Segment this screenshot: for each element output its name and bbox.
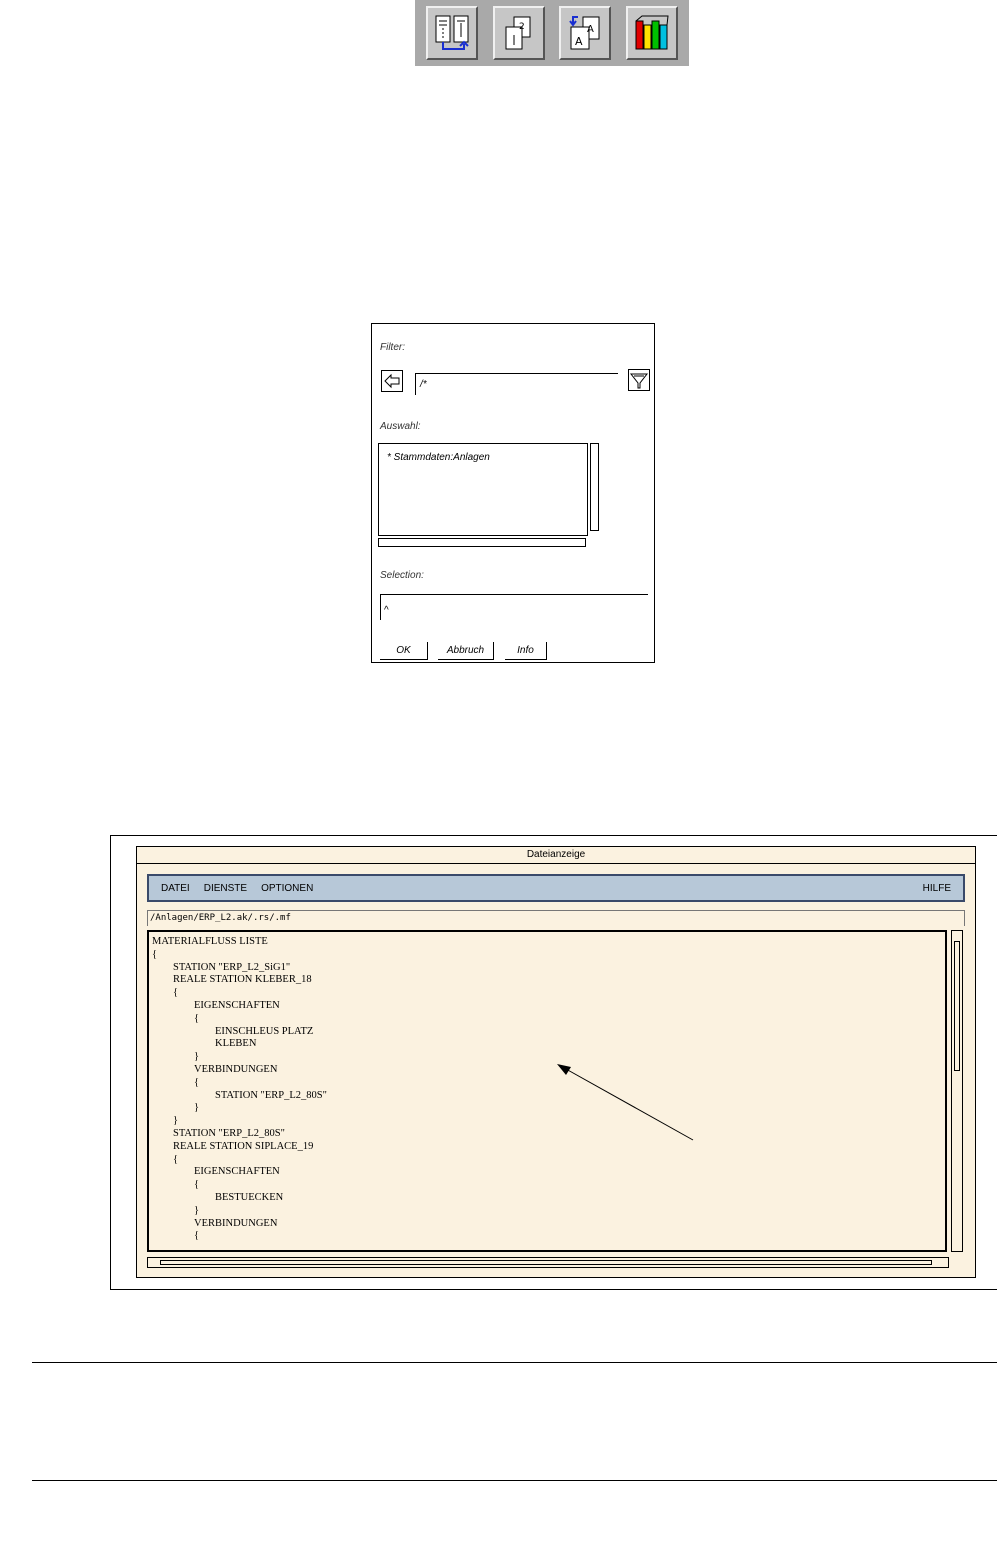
filter-button[interactable] bbox=[628, 369, 650, 391]
divider-line bbox=[32, 1362, 997, 1363]
list-item[interactable]: * Stammdaten:Anlagen bbox=[387, 452, 490, 463]
copy-document-icon bbox=[499, 13, 539, 53]
horizontal-scrollbar[interactable] bbox=[147, 1257, 949, 1268]
file-content-area[interactable] bbox=[147, 930, 947, 1252]
selection-list[interactable] bbox=[378, 443, 588, 536]
arrow-left-icon bbox=[382, 371, 402, 391]
selection-list-label: Auswahl: bbox=[380, 421, 421, 432]
cancel-button[interactable]: Abbruch bbox=[438, 642, 494, 660]
menu-bar bbox=[147, 874, 965, 902]
info-button[interactable]: Info bbox=[505, 642, 547, 660]
back-button[interactable] bbox=[381, 370, 403, 392]
list-horizontal-scrollbar[interactable] bbox=[378, 538, 586, 547]
menu-help[interactable]: HILFE bbox=[922, 882, 951, 894]
file-viewer-window bbox=[136, 846, 976, 1278]
file-viewer-frame bbox=[110, 835, 997, 1290]
file-path: /Anlagen/ERP_L2.ak/.rs/.mf bbox=[147, 910, 965, 926]
library-button[interactable] bbox=[626, 6, 678, 60]
svg-text:A: A bbox=[575, 35, 583, 48]
divider-line bbox=[32, 1480, 997, 1481]
filter-label: Filter: bbox=[380, 342, 405, 353]
compare-button[interactable] bbox=[426, 6, 478, 60]
library-books-icon bbox=[632, 13, 672, 53]
vertical-scroll-thumb[interactable] bbox=[954, 941, 960, 1071]
file-content: MATERIALFLUSS LISTE { STATION "ERP_L2_SiG1" REALE STATION KLEBER_18 { EIGENSCHAFTEN { EINSCHLEUS PLATZ KLEBEN } VERBINDUNGEN { STATION "ERP_L2_80S" } } STATION "ERP_L2_80S" REALE STATION SIPLACE_19 { EIGENSCHAFTEN { BESTUECKEN } VERBINDUNGEN { bbox=[152, 936, 327, 1242]
horizontal-scroll-thumb[interactable] bbox=[160, 1260, 932, 1265]
file-selection-dialog bbox=[371, 323, 655, 663]
icon-toolbar bbox=[415, 0, 689, 66]
window-title: Dateianzeige bbox=[137, 847, 975, 864]
menu-file[interactable]: DATEI bbox=[161, 882, 190, 894]
filter-input[interactable]: /* bbox=[415, 373, 618, 395]
vertical-scrollbar[interactable] bbox=[951, 930, 963, 1252]
menu-options[interactable]: OPTIONEN bbox=[261, 882, 314, 894]
list-vertical-scrollbar[interactable] bbox=[590, 443, 599, 531]
svg-text:A: A bbox=[587, 24, 595, 35]
menu-services[interactable]: DIENSTE bbox=[203, 882, 248, 894]
ok-button[interactable]: OK bbox=[380, 642, 428, 660]
selection-label: Selection: bbox=[380, 570, 424, 581]
compare-documents-icon bbox=[432, 13, 472, 53]
funnel-icon bbox=[629, 370, 649, 390]
rename-button[interactable] bbox=[559, 6, 611, 60]
rename-document-icon bbox=[565, 13, 605, 53]
selection-input[interactable]: ^ bbox=[380, 594, 648, 620]
svg-text:2: 2 bbox=[518, 22, 525, 32]
copy-button[interactable] bbox=[493, 6, 545, 60]
